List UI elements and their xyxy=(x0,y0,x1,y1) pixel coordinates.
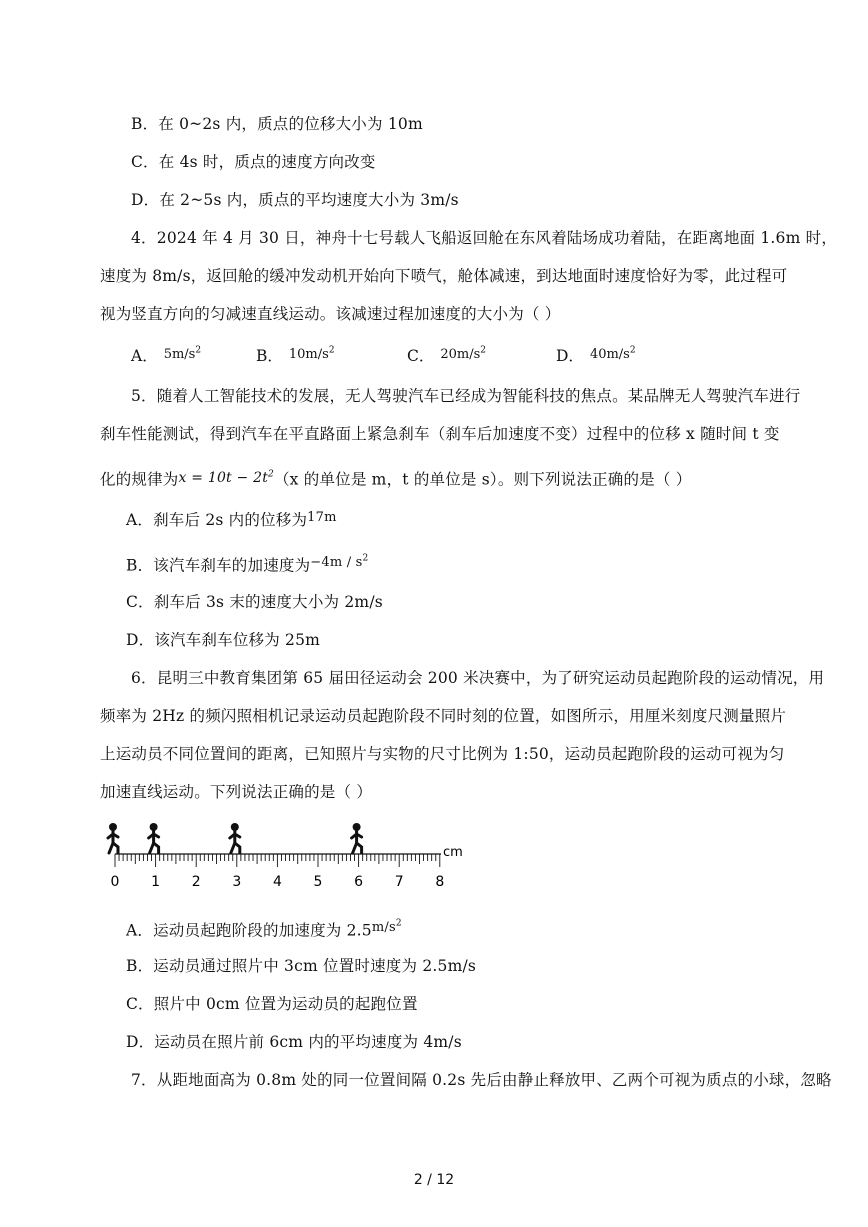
q5-option-a: A．刹车后 2s 内的位移为$^{17m}$ xyxy=(126,510,337,529)
q6-line-1: 6．昆明三中教育集团第 65 届田径运动会 200 米决赛中，为了研究运动员起跑阶段的运动情况，用 xyxy=(131,669,825,687)
runner-icon xyxy=(230,823,240,853)
ruler-figure xyxy=(98,818,478,890)
q6-option-c: C．照片中 0cm 位置为运动员的起跑位置 xyxy=(126,995,418,1013)
q5-line-3: 化的规律为$x = 10t - 2t^2(x$ 的单位是 m，t 的单位是 s）。则下列说法正确的是（ ） xyxy=(100,469,692,489)
q4-option-b: B． $10m/s^2$ xyxy=(256,345,335,365)
ruler-labels xyxy=(111,874,445,890)
q4-option-d: D． $40m/s^2$ xyxy=(556,345,636,365)
ruler-label: 6 xyxy=(354,874,364,890)
q4-option-c: C． $20m/s^2$ xyxy=(407,345,487,365)
ruler-label: 0 xyxy=(110,874,120,890)
q3-option-c: C．在 4s 时，质点的速度方向改变 xyxy=(131,153,376,171)
ruler-label: 8 xyxy=(435,874,445,890)
q3-option-d: D．在 2~5s 内，质点的平均速度大小为 3m/s xyxy=(131,191,459,209)
q6-line-3: 上运动员不同位置间的距离，已知照片与实物的尺寸比例为 1:50，运动员起跑阶段的运动可视为匀 xyxy=(100,745,785,763)
q5-formula: $x = 10t - 2t^2$ xyxy=(178,469,274,486)
page-number: 2 / 12 xyxy=(413,1172,455,1188)
ruler-label: 5 xyxy=(313,874,323,890)
q5-option-d: D．该汽车刹车位移为 25m xyxy=(126,631,321,649)
q5-option-c: C．刹车后 3s 末的速度大小为 2m/s xyxy=(126,593,383,611)
q5-line-2: 刹车性能测试，得到汽车在平直路面上紧急刹车（刹车后加速度不变）过程中的位移 x 随时间 t 变 xyxy=(100,425,780,443)
runner-icon xyxy=(352,823,362,853)
q5-line-1: 5．随着人工智能技术的发展，无人驾驶汽车已经成为智能科技的焦点。某品牌无人驾驶汽车进行 xyxy=(131,387,801,405)
ruler-label: 4 xyxy=(272,874,282,890)
q6-line-2: 频率为 2Hz 的频闪照相机记录运动员起跑阶段不同时刻的位置，如图所示，用厘米刻度尺测量照片 xyxy=(100,707,787,725)
ruler-label: 1 xyxy=(151,874,161,890)
runner-icon xyxy=(149,823,159,853)
runner-icon xyxy=(108,823,118,853)
q4-option-a: A． $5m/s^2$ xyxy=(131,345,202,365)
q6-option-d: D．运动员在照片前 6cm 内的平均速度为 4m/s xyxy=(126,1033,462,1051)
q4-line-2: 速度为 8m/s，返回舱的缓冲发动机开始向下喷气，舱体减速，到达地面时速度恰好为零，此过程可 xyxy=(100,267,788,285)
q6-line-4: 加速直线运动。下列说法正确的是（ ） xyxy=(100,783,373,801)
q4-options xyxy=(131,344,731,368)
ruler-label: 3 xyxy=(232,874,242,890)
q4-line-1: 4．2024 年 4 月 30 日，神舟十七号载人飞船返回舱在东风着陆场成功着陆，在距离地面 1.6m 时， xyxy=(131,229,838,247)
q5-option-b: B．该汽车刹车的加速度为$^{-4m / s^2}$ xyxy=(126,554,369,575)
ruler-unit: cm xyxy=(443,845,463,860)
q7-line-1: 7．从距地面高为 0.8m 处的同一位置间隔 0.2s 先后由静止释放甲、乙两个可视为质点的小球，忽略 xyxy=(131,1071,832,1089)
q3-option-b: B．在 0~2s 内，质点的位移大小为 10m xyxy=(131,115,423,133)
ruler-ticks xyxy=(115,854,440,867)
q6-option-a: A．运动员起跑阶段的加速度为 $2.5^{m/s^2}$ xyxy=(126,919,402,940)
ruler-label: 7 xyxy=(394,874,404,890)
ruler-label: 2 xyxy=(191,874,201,890)
runner-figures xyxy=(108,823,362,853)
q4-line-3: 视为竖直方向的匀减速直线运动。该减速过程加速度的大小为（ ） xyxy=(100,305,561,323)
q6-option-b: B．运动员通过照片中 3cm 位置时速度为 2.5m/s xyxy=(126,957,477,975)
